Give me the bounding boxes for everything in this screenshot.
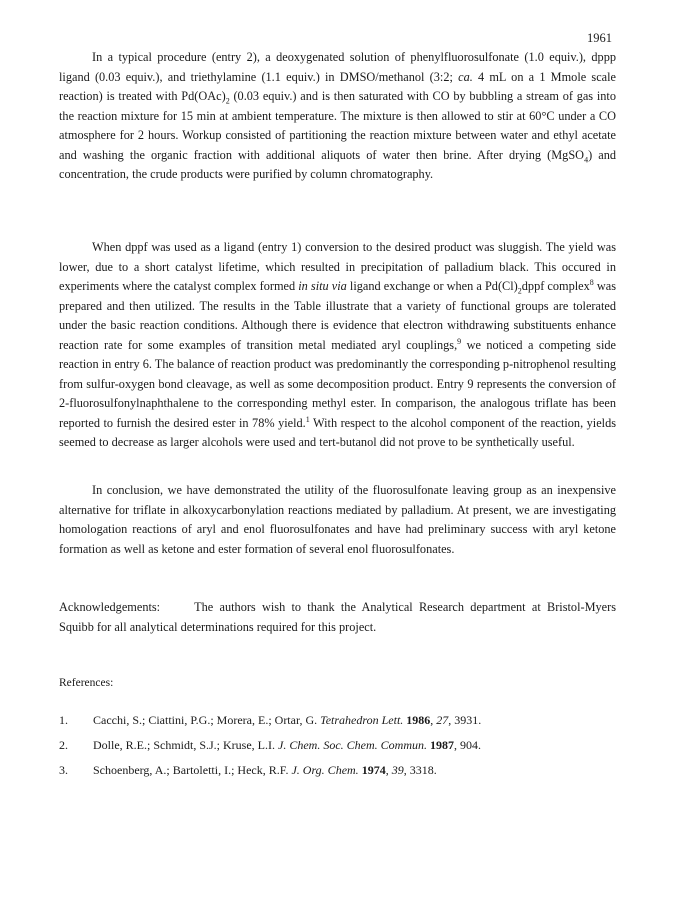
text-segment: 39	[391, 763, 404, 777]
text-segment: With respect to the alcohol component of the reaction, yields seemed to decrease as larger alcohols were used and tert-butanol did not prove to be synthetically useful.	[59, 415, 616, 449]
reference-number: 2.	[59, 738, 68, 752]
text-segment: 8	[589, 277, 594, 287]
text-segment: ,	[430, 713, 437, 727]
text-segment: ligand exchange or when a Pd(Cl)	[346, 279, 518, 293]
text-segment: 9	[457, 336, 462, 346]
text-segment: was prepared and then utilized. The results in the Table illustrate that a variety of functional groups are tolerated under the basic reaction conditions. Although there is evidence that electron withdrawing substituents enhance reaction rate for some examples of transition metal mediated aryl couplings,	[59, 279, 616, 352]
page-number: 1961	[587, 31, 612, 45]
text-segment: Cacchi, S.; Ciattini, P.G.; Morera, E.; Ortar, G.	[93, 713, 321, 727]
text-segment: J. Chem. Soc. Chem. Commun.	[278, 738, 427, 752]
paragraph-procedure	[59, 48, 616, 185]
text-segment: When dppf was used as a ligand (entry 1) conversion to the desired product was sluggish. The yield was lower, due to a short catalyst lifetime, which resulted in precipitation of palladium black. This occured in experiments where the catalyst complex formed	[59, 240, 616, 293]
text-segment: ,	[385, 763, 392, 777]
reference-item	[59, 738, 481, 753]
text-segment: Tetrahedron Lett.	[320, 713, 404, 727]
text-segment: ca.	[458, 69, 473, 84]
text-segment: Schoenberg, A.; Bartoletti, I.; Heck, R.F.	[93, 763, 292, 777]
text-segment: we noticed a competing side reaction in entry 6. The balance of reaction product was predominantly the corresponding p-nitrophenol resulting from sulfur-oxygen bond cleavage, as well as some decomposition product. Entry 9 represents the conversion of 2-fluorosulfonylnaphthalene to the corresponding methyl ester. In comparison, the analogous triflate has been reported to furnish the desired ester in 78% yield.	[59, 337, 616, 430]
paragraph-conclusion	[59, 481, 616, 559]
text-segment: , 3318.	[403, 763, 437, 777]
text-segment: 27	[436, 713, 449, 727]
text-segment: 4 mL on a 1 Mmole scale reaction) is treated with Pd(OAc)	[59, 69, 616, 103]
reference-item	[59, 763, 437, 778]
text-segment: , 904.	[453, 738, 481, 752]
text-segment: In conclusion, we have demonstrated the utility of the fluorosulfonate leaving group as an inexpensive alternative for triflate in alkoxycarbonylation reactions mediated by palladium. At present, we are investigating homologation reactions of aryl and enol fluorosulfonates and have had preliminary success with aryl ketone formation as well as ketone and ester formation of several enol fluorosulfonates.	[59, 483, 616, 556]
text-segment: (0.03 equiv.) and is then saturated with CO by bubbling a stream of gas into the reaction mixture for 15 min at ambient temperature. The mixture is then allowed to stir at 60°C under a CO atmosphere for 2 hours. Workup consisted of partitioning the reaction mixture between water and ethyl acetate and washing the organic fraction with additional aliquots of water then brine. After drying (MgSO	[59, 89, 616, 162]
reference-text	[93, 738, 481, 752]
text-segment: 1	[305, 414, 310, 424]
text-segment: 2	[517, 286, 522, 296]
text-segment: 4	[584, 154, 589, 164]
reference-text	[93, 713, 481, 727]
text-segment: In a typical procedure (entry 2), a deoxygenated solution of phenylfluorosulfonate (1.0 equiv.), dppp ligand (0.03 equiv.), and triethylamine (1.1 equiv.) in DMSO/methanol (3:2;	[59, 50, 616, 84]
text-segment: , 3931.	[448, 713, 482, 727]
acknowledgements-text: The authors wish to thank the Analytical Research department at Bristol-Myers Squibb for all analytical determinations required for this project.	[59, 600, 616, 634]
reference-item	[59, 713, 481, 728]
reference-text	[93, 763, 437, 777]
text-segment: 1974	[361, 763, 386, 777]
acknowledgements	[59, 598, 616, 637]
reference-number: 1.	[59, 713, 68, 727]
text-segment: 1986	[406, 713, 431, 727]
text-segment: 2	[225, 96, 230, 106]
paragraph-discussion	[59, 238, 616, 453]
text-segment: ) and concentration, the crude products were purified by column chromatography.	[59, 147, 616, 181]
acknowledgements-title: Acknowledgements:	[59, 600, 161, 614]
text-segment: 1987	[429, 738, 454, 752]
text-segment: J. Org. Chem.	[291, 763, 359, 777]
reference-number: 3.	[59, 763, 68, 777]
text-segment: dppf complex	[521, 279, 590, 293]
text-segment: Dolle, R.E.; Schmidt, S.J.; Kruse, L.I.	[93, 738, 278, 752]
text-segment: in situ via	[298, 279, 347, 293]
references-title: References:	[59, 677, 114, 689]
